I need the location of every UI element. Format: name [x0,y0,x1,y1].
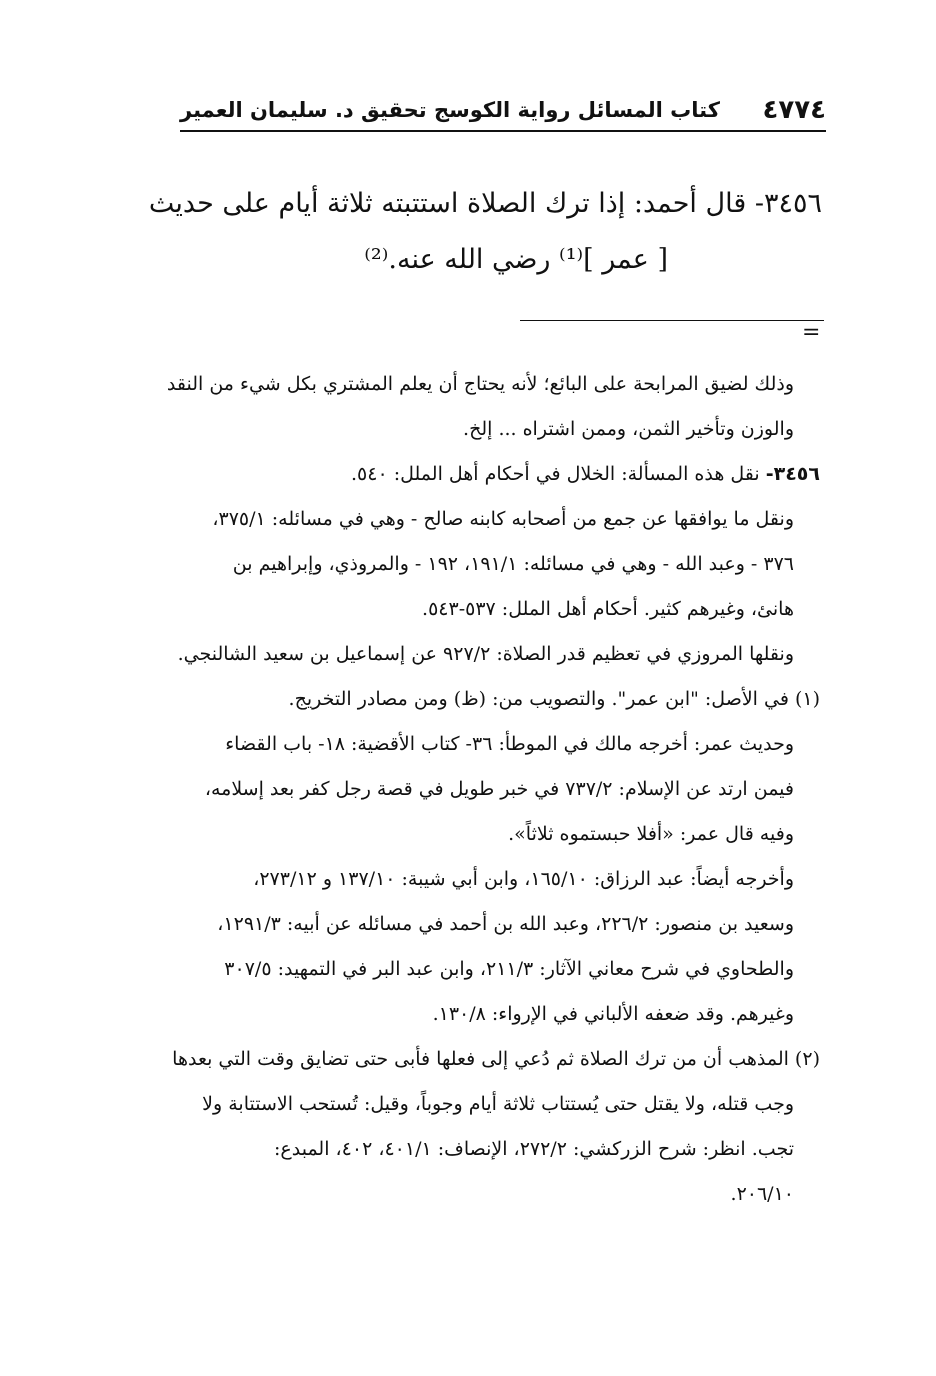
footnote-1-line-4: وفيه قال عمر: «أفلا حبستموه ثلاثاً». [508,823,794,845]
continuation-mark: = [802,320,821,345]
note-p3: ونقلها المروزي في تعظيم قدر الصلاة: ٩٢٧/٢ عن إسماعيل بن سعيد الشالنجي. [177,643,794,665]
footnote-1-line-6: وسعيد بن منصور: ٢٢٦/٢، وعبد الله بن أحمد في مسائله عن أبيه: ١٢٩١/٣، [217,913,794,935]
note-p2-line-1: ونقل ما يوافقها عن جمع من أصحابه كابنه صالح - وهي في مسائله: ٣٧٥/١، [212,508,794,530]
note-issue-line [110,452,820,497]
footnote-2-line-1: (٢) المذهب أن من ترك الصلاة ثم دُعي إلى فعلها فأبى حتى تضايق وقت التي بعدها [172,1048,820,1070]
running-title: كتاب المسائل رواية الكوسج تحقيق د. سليمان العمير [180,98,720,122]
note-p2-line-2: ٣٧٦ - وعبد الله - وهي في مسائله: ١٩١/١، ١٩٢ - والمروذي، وإبراهيم بن [232,553,794,575]
footnote-2-line-2: وجب قتله، ولا يقتل حتى يُستتاب ثلاثة أيام وجوباً، وقيل: تُستحب الاستتابة ولا [202,1093,794,1115]
footnotes [110,362,820,1217]
issue-number: ٣٤٥٦ [763,188,822,219]
footnote-1-line-8: وغيرهم. وقد ضعفه الألباني في الإرواء: ١٣٠/٨. [432,1003,794,1025]
footnote-1-line-1: (١) في الأصل: "ابن عمر". والتصويب من: (ظ) ومن مصادر التخريج. [288,688,820,710]
note-p2-line-3: هانئ، وغيرهم كثير. أحكام أهل الملل: ٥٣٧-٥٤٣. [422,598,794,620]
page-header [180,82,826,132]
footnote-2-line-4: ٢٠٦/١٠. [730,1183,794,1205]
note-cont-line-2: والوزن وتأخير الثمن، وممن اشتراه ... إلخ. [463,418,794,440]
main-line-1-text: قال أحمد: إذا ترك الصلاة استتبته ثلاثة أيام على حديث [148,188,747,219]
note-issue-text: نقل هذه المسألة: الخلال في أحكام أهل الملل: ٥٤٠. [351,463,766,485]
main-text [110,176,822,288]
note-issue-label: ٣٤٥٦- [765,463,820,485]
footnote-1-line-3: فيمن ارتد عن الإسلام: ٧٣٧/٢ في خبر طويل في قصة رجل كفر بعد إسلامه، [204,778,794,800]
footnote-1-line-7: والطحاوي في شرح معاني الآثار: ٢١١/٣، وابن عبد البر في التمهيد: ٣٠٧/٥ [224,958,794,980]
footnote-1-line-2: وحديث عمر: أخرجه مالك في الموطأ: ٣٦- كتاب الأقضية: ١٨- باب القضاء [225,733,794,755]
footnote-2-line-3: تجب. انظر: شرح الزركشي: ٢٧٢/٢، الإنصاف: ٤٠١/١، ٤٠٢، المبدع: [274,1138,794,1160]
footnote-1-line-5: وأخرجه أيضاً: عبد الرزاق: ١٦٥/١٠، وابن أبي شيبة: ١٣٧/١٠ و ٢٧٣/١٢، [253,868,794,890]
main-line-2: [ عمر ]⁽¹⁾ رضي الله عنه.⁽²⁾ [364,244,668,275]
main-line-1: ٣٤٥٦- قال أحمد: إذا ترك الصلاة استتبته ثلاثة أيام على حديث [148,188,822,219]
note-cont-line-1: وذلك لضيق المرابحة على البائع؛ لأنه يحتاج أن يعلم المشتري بكل شيء من النقد [166,373,794,395]
footnote-separator [520,320,824,321]
page-number: ٤٧٧٤ [762,95,826,125]
